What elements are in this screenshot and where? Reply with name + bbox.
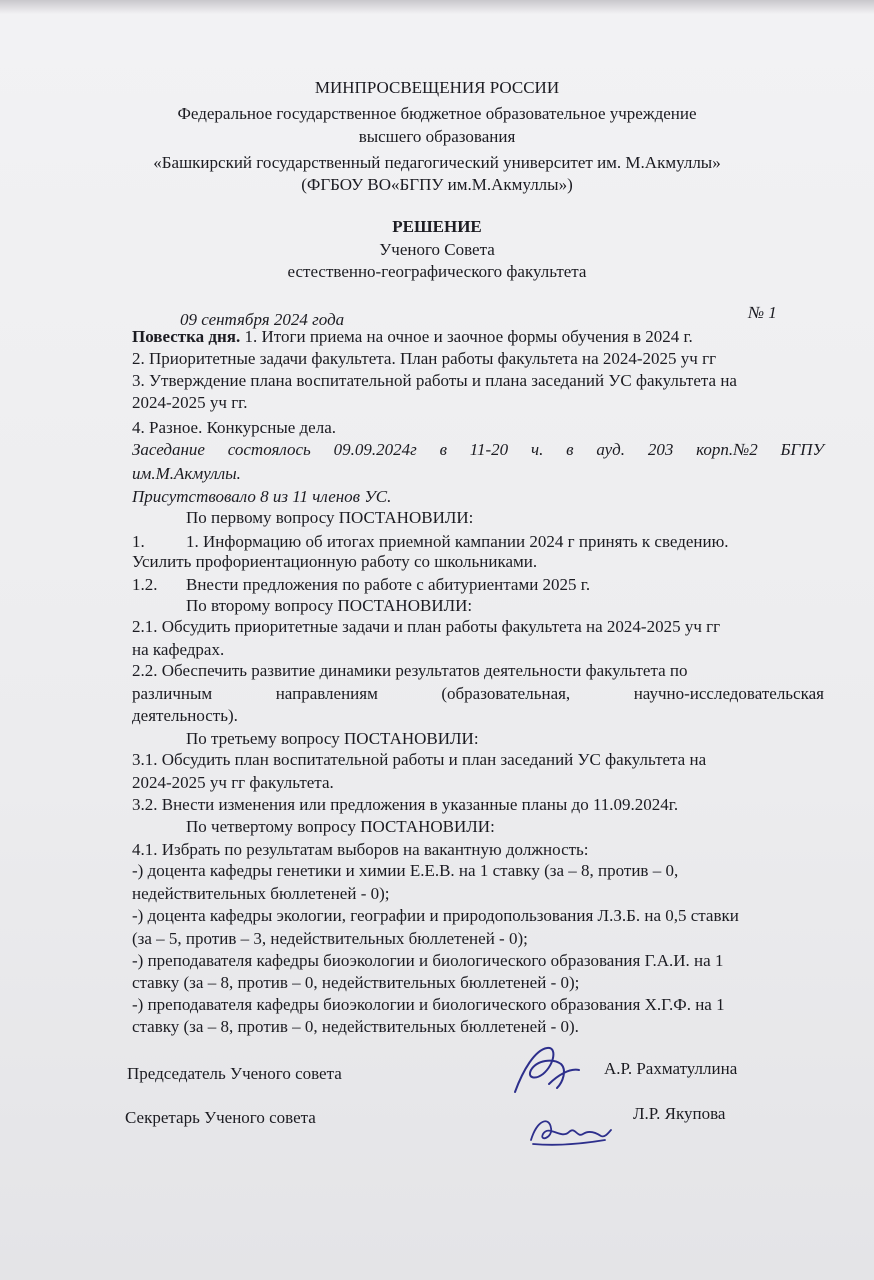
- q1-point-2: Внести предложения по работе с абитуриентами 2025 г.: [186, 575, 591, 594]
- meeting-date: 09.09.2024г: [333, 440, 417, 459]
- attendance: Присутствовало 8 из 11 членов УС.: [132, 487, 392, 506]
- q2-point-2-cont: [132, 684, 824, 704]
- secretary-signature: [525, 1110, 615, 1155]
- q4-election-2-cont: (за – 5, против – 3, недействительных бюллетеней - 0);: [132, 929, 528, 948]
- q3-heading: По третьему вопросу ПОСТАНОВИЛИ:: [186, 729, 479, 748]
- q4-election-1: -) доцента кафедры генетики и химии Е.Е.В. на 1 ставку (за – 8, против – 0,: [132, 861, 679, 880]
- meeting-held-cont: им.М.Акмуллы.: [132, 464, 241, 483]
- q4-election-4-cont: ставку (за – 8, против – 0, недействительных бюллетеней - 0).: [132, 1017, 579, 1036]
- meeting-held-line: [132, 440, 824, 460]
- institution-line-2: высшего образования: [358, 127, 516, 146]
- q1-heading: По первому вопросу ПОСТАНОВИЛИ:: [186, 508, 474, 527]
- meeting-time: 11-20: [469, 440, 509, 459]
- meeting-room: 203: [647, 440, 674, 459]
- q4-heading: По четвертому вопросу ПОСТАНОВИЛИ:: [186, 817, 495, 836]
- document-heading: РЕШЕНИЕ: [392, 217, 482, 236]
- decision-number: № 1: [748, 303, 777, 322]
- q2-word: научно-исследовательская: [633, 684, 824, 703]
- q2-word: различным: [132, 684, 213, 703]
- meeting-word: состоялось: [227, 440, 311, 459]
- chair-signature: [505, 1040, 585, 1100]
- chair-title: Председатель Ученого совета: [127, 1064, 342, 1083]
- university-abbreviation: (ФГБОУ ВО«БГПУ им.М.Акмуллы»): [301, 175, 573, 194]
- page-shadow: [0, 0, 874, 14]
- q2-point-1: 2.1. Обсудить приоритетные задачи и план работы факультета на 2024-2025 уч гг: [132, 617, 721, 636]
- q3-point-1-cont: 2024-2025 уч гг факультета.: [132, 773, 334, 792]
- institution-line-1: Федеральное государственное бюджетное образовательное учреждение: [177, 104, 697, 123]
- agenda-item-2: 2. Приоритетные задачи факультета. План работы факультета на 2024-2025 уч гг: [132, 349, 717, 368]
- agenda-item-1: 1. Итоги приема на очное и заочное формы обучения в 2024 г.: [244, 327, 693, 346]
- q4-election-3: -) преподавателя кафедры биоэкологии и биологического образования Г.А.И. на 1: [132, 951, 724, 970]
- q4-election-3-cont: ставку (за – 8, против – 0, недействительных бюллетеней - 0);: [132, 973, 580, 992]
- secretary-title: Секретарь Ученого совета: [125, 1108, 316, 1127]
- q1-point-1: 1. Информацию об итогах приемной кампании 2024 г принять к сведению.: [186, 532, 729, 551]
- meeting-word: ауд.: [596, 440, 625, 459]
- q2-point-2-end: деятельность).: [132, 706, 238, 725]
- agenda-item-3-cont: 2024-2025 уч гг.: [132, 393, 248, 412]
- q1-point-1-cont: Усилить профориентационную работу со школьниками.: [132, 552, 538, 571]
- faculty-name: естественно-географического факультета: [287, 262, 587, 281]
- council-name: Ученого Совета: [379, 240, 495, 259]
- meeting-word: Заседание: [132, 440, 205, 459]
- agenda-item-4: 4. Разное. Конкурсные дела.: [132, 418, 337, 437]
- meeting-word: ч.: [530, 440, 544, 459]
- q4-election-1-cont: недействительных бюллетеней - 0);: [132, 884, 390, 903]
- q4-election-2: -) доцента кафедры экологии, географии и природопользования Л.З.Б. на 0,5 ставки: [132, 906, 739, 925]
- q2-word: направлениям: [275, 684, 378, 703]
- q4-election-4: -) преподавателя кафедры биоэкологии и биологического образования Х.Г.Ф. на 1: [132, 995, 725, 1014]
- q3-point-1: 3.1. Обсудить план воспитательной работы и план заседаний УС факультета на: [132, 750, 707, 769]
- agenda-label: Повестка дня.: [132, 327, 241, 346]
- q2-point-2: 2.2. Обеспечить развитие динамики результатов деятельности факультета по: [132, 661, 688, 680]
- q1-point-2-num: 1.2.: [132, 575, 158, 594]
- q4-point-1: 4.1. Избрать по результатам выборов на вакантную должность:: [132, 840, 589, 859]
- q2-heading: По второму вопросу ПОСТАНОВИЛИ:: [186, 596, 473, 615]
- q2-word: (образовательная,: [441, 684, 571, 703]
- meeting-word: в: [439, 440, 447, 459]
- ministry-name: МИНПРОСВЕЩЕНИЯ РОССИИ: [314, 78, 560, 97]
- q1-point-1-num: 1.: [132, 532, 145, 551]
- university-name: «Башкирский государственный педагогический университет им. М.Акмуллы»: [153, 153, 721, 172]
- q2-point-1-cont: на кафедрах.: [132, 640, 225, 659]
- chair-name: А.Р. Рахматуллина: [604, 1059, 738, 1078]
- meeting-word: БГПУ: [780, 440, 824, 459]
- meeting-building: корп.№2: [696, 440, 758, 459]
- meeting-word: в: [566, 440, 574, 459]
- decision-date: 09 сентября 2024 года: [180, 310, 345, 329]
- agenda-item-3: 3. Утверждение плана воспитательной работы и плана заседаний УС факультета на: [132, 371, 737, 390]
- q3-point-2: 3.2. Внести изменения или предложения в указанные планы до 11.09.2024г.: [132, 795, 679, 814]
- agenda-line-1: [132, 327, 693, 347]
- secretary-name: Л.Р. Якупова: [633, 1104, 726, 1123]
